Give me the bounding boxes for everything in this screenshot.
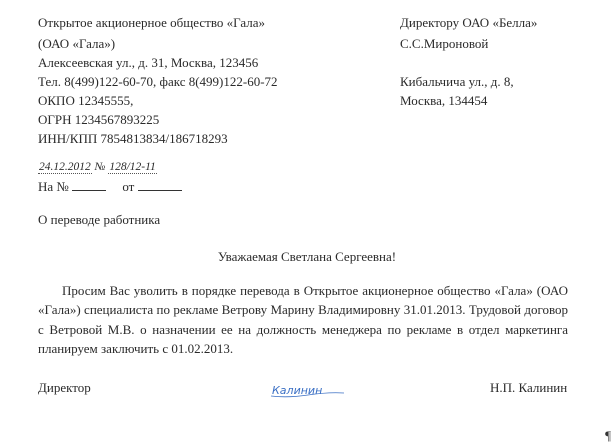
signature-position: Директор xyxy=(38,380,91,395)
handwritten-signature xyxy=(268,377,348,401)
in-reply-date-blank xyxy=(138,178,182,191)
recipient-city: Москва, 134454 xyxy=(400,93,488,108)
in-reply-number-label: На № xyxy=(38,179,69,194)
letter-body: Просим Вас уволить в порядке перевода в Открытое акционерное общество «Гала» (ОАО «Гала») специалиста по рекламе Ветрову Марину Владимировну 31.01.2013. Трудовой договор с Ветровой М.В. о назначении ее на должность менеджера по рекламе в отдел маркетинга планируем заключить с 01.02.2013. xyxy=(38,283,568,356)
sender-phone-fax: Тел. 8(499)122-60-70, факс 8(499)122-60-72 xyxy=(38,74,278,89)
sender-company-name: Открытое акционерное общество «Гала» xyxy=(38,15,265,30)
in-reply-reference xyxy=(38,178,182,195)
handwritten-signature-text: Калинин xyxy=(272,384,323,397)
sender-inn-kpp: ИНН/КПП 7854813834/186718293 xyxy=(38,131,228,146)
recipient-street: Кибальчича ул., д. 8, xyxy=(400,74,514,89)
sender-address: Алексеевская ул., д. 31, Москва, 123456 xyxy=(38,55,259,70)
salutation: Уважаемая Светлана Сергеевна! xyxy=(217,249,397,264)
sender-okpo: ОКПО 12345555, xyxy=(38,93,134,108)
recipient-name: С.С.Мироновой xyxy=(400,36,489,51)
recipient-position: Директору ОАО «Белла» xyxy=(400,15,538,30)
outgoing-number: 128/12-11 xyxy=(109,161,156,173)
outgoing-date: 24.12.2012 xyxy=(39,161,91,173)
sender-ogrn: ОГРН 1234567893225 xyxy=(38,112,160,127)
letter-subject: О переводе работника xyxy=(38,212,161,227)
pilcrow-mark: ¶ xyxy=(605,428,611,443)
in-reply-date-label: от xyxy=(122,179,135,194)
outgoing-number-sign: № xyxy=(94,161,106,173)
sender-company-short-name: (ОАО «Гала») xyxy=(38,36,116,51)
outgoing-reference xyxy=(38,161,157,173)
in-reply-number-blank xyxy=(72,178,106,191)
signature-name: Н.П. Калинин xyxy=(490,380,568,395)
